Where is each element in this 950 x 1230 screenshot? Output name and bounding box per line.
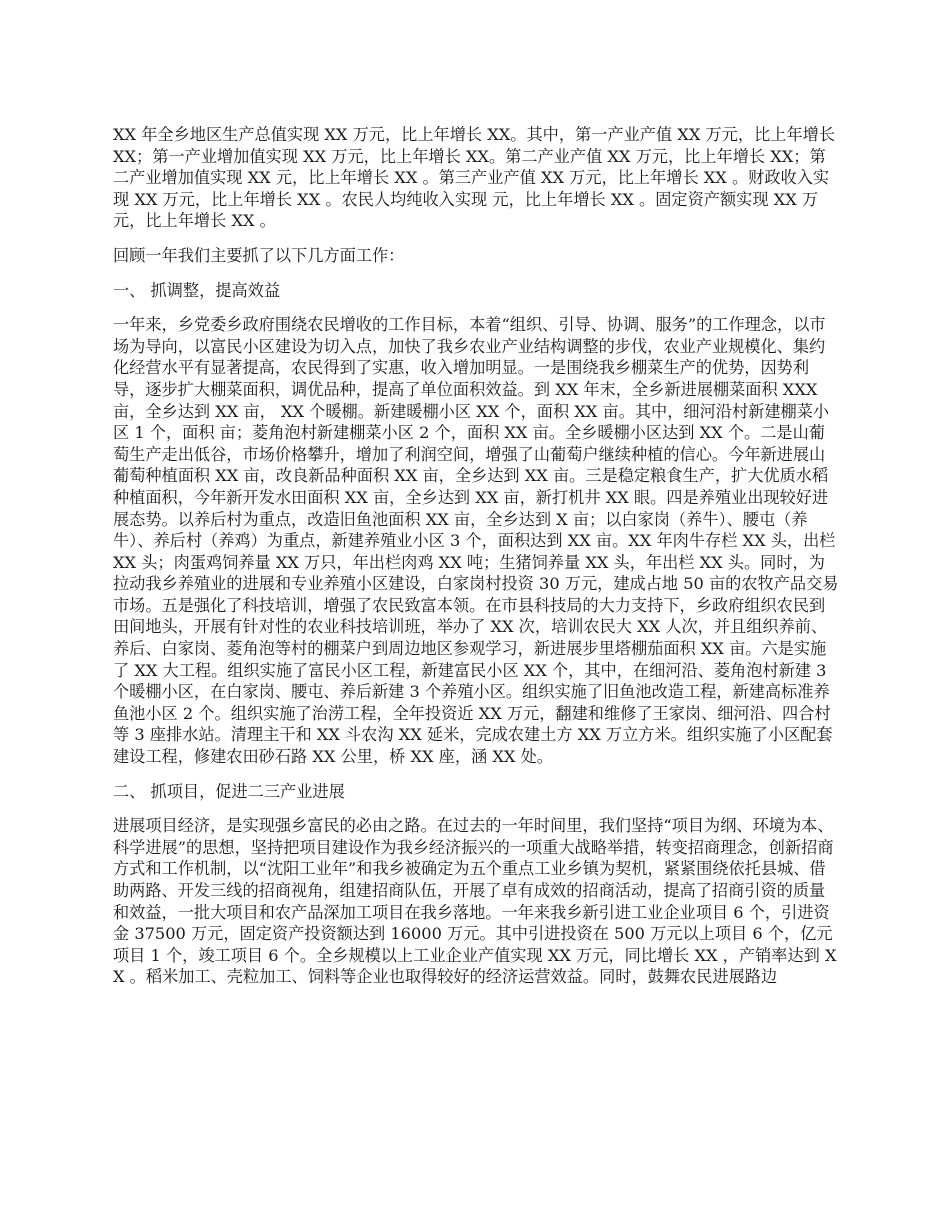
section-heading-projects: 二、 抓项目，促进二三产业进展 xyxy=(113,781,345,801)
paragraph-projects-details: 进展项目经济，是实现强乡富民的必由之路。在过去的一年时间里，我们坚持“项目为纲、环境为本、科学进展”的思想，坚持把项目建设作为我乡经济振兴的一项重大战略举措，转变招商理念，创新招商方式和工作机制，以“沈阳工业年”和我乡被确定为五个重点工业乡镇为契机，紧紧围绕依托县城、借助两路、开发三线的招商视角，组建招商队伍，开展了卓有成效的招商活动，提高了招商引资的质量和效益，一批大项目和农产品深加工项目在我乡落地。一年来我乡新引进工业企业项目 6 个，引进资金 37500 万元，固定资产投资额达到 16000 万元。其中引进投资在 500 万元以上项目 6 个，亿元项目 1 个，竣工项目 6 个。全乡规模以上工业企业产值实现 XX 万元，同比增长 XX ，产销率达到 XX 。稻米加工、壳粒加工、饲料等企业也取得较好的经济运营效益。同时，鼓舞农民进展路边 xyxy=(113,816,837,987)
paragraph-adjustment-details: 一年来，乡党委乡政府围绕农民增收的工作目标，本着“组织、引导、协调、服务”的工作理念，以市场为导向，以富民小区建设为切入点，加快了我乡农业产业结构调整的步伐，农业产业规模化、集约化经营水平有显著提高，农民得到了实惠，收入增加明显。一是围绕我乡棚菜生产的优势，因势利导，逐步扩大棚菜面积，调优品种，提高了单位面积效益。到 XX 年末，全乡新进展棚菜面积 XXX 亩，全乡达到 XX 亩， XX 个暖棚。新建暖棚小区 XX 个，面积 XX 亩。其中，细河沿村新建棚菜小区 1 个，面积 亩；菱角泡村新建棚菜小区 2 个，面积 XX 亩。全乡暖棚小区达到 XX 个。二是山葡萄生产走出低谷，市场价格攀升，增加了利润空间，增强了山葡萄户继续种植的信心。今年新进展山葡萄种植面积 XX 亩，改良新品种面积 XX 亩，全乡达到 XX 亩。三是稳定粮食生产，扩大优质水稻种植面积，今年新开发水田面积 XX 亩，全乡达到 XX 亩，新打机井 XX 眼。四是养殖业出现较好进展态势。以养后村为重点，改造旧鱼池面积 XX 亩，全乡达到 X 亩；以白家岗（养牛）、腰屯（养牛）、养后村（养鸡）为重点，新建养殖业小区 3 个，面积达到 XX 亩。XX 年肉牛存栏 XX 头，出栏 XX 头；肉蛋鸡饲养量 XX 万只，年出栏肉鸡 XX 吨；生猪饲养量 XX 头，年出栏 XX 头。同时，为拉动我乡养殖业的进展和专业养殖小区建设，白家岗村投资 30 万元，建成占地 50 亩的农牧产品交易市场。五是强化了科技培训，增强了农民致富本领。在市县科技局的大力支持下，乡政府组织农民到田间地头，开展有针对性的农业科技培训班，举办了 XX 次，培训农民大 XX 人次，并且组织养前、养后、白家岗、菱角泡等村的棚菜户到周边地区参观学习，新进展步里塔棚茄面积 XX 亩。六是实施了 XX 大工程。组织实施了富民小区工程，新建富民小区 XX 个，其中，在细河沿、菱角泡村新建 3 个暖棚小区，在白家岗、腰屯、养后新建 3 个养殖小区。组织实施了旧鱼池改造工程，新建高标准养鱼池小区 2 个。组织实施了治涝工程，全年投资近 XX 万元，翻建和维修了王家岗、细河沿、四合村等 3 座排水站。清理主干和 XX 斗农沟 XX 延米，完成农建土方 XX 万立方米。组织实施了小区配套建设工程，修建农田砂石路 XX 公里，桥 XX 座，涵 XX 处。 xyxy=(113,315,839,767)
paragraph-economic-summary: XX 年全乡地区生产总值实现 XX 万元，比上年增长 XX。其中，第一产业产值 XX 万元，比上年增长 XX；第一产业增加值实现 XX 万元，比上年增长 XX。第二产业产值 XX 万元，比上年增长 XX；第二产业增加值实现 XX 元，比上年增长 XX 。第三产业产值 XX 万元，比上年增长 XX 。财政收入实现 XX 万元，比上年增长 XX 。农民人均纯收入实现 元，比上年增长 XX 。固定资产额实现 XX 万元，比上年增长 XX 。 xyxy=(113,125,836,231)
section-heading-adjustment: 一、 抓调整，提高效益 xyxy=(113,280,281,300)
document-page xyxy=(113,124,840,1001)
paragraph-review-intro: 回顾一年我们主要抓了以下几方面工作： xyxy=(113,245,405,265)
